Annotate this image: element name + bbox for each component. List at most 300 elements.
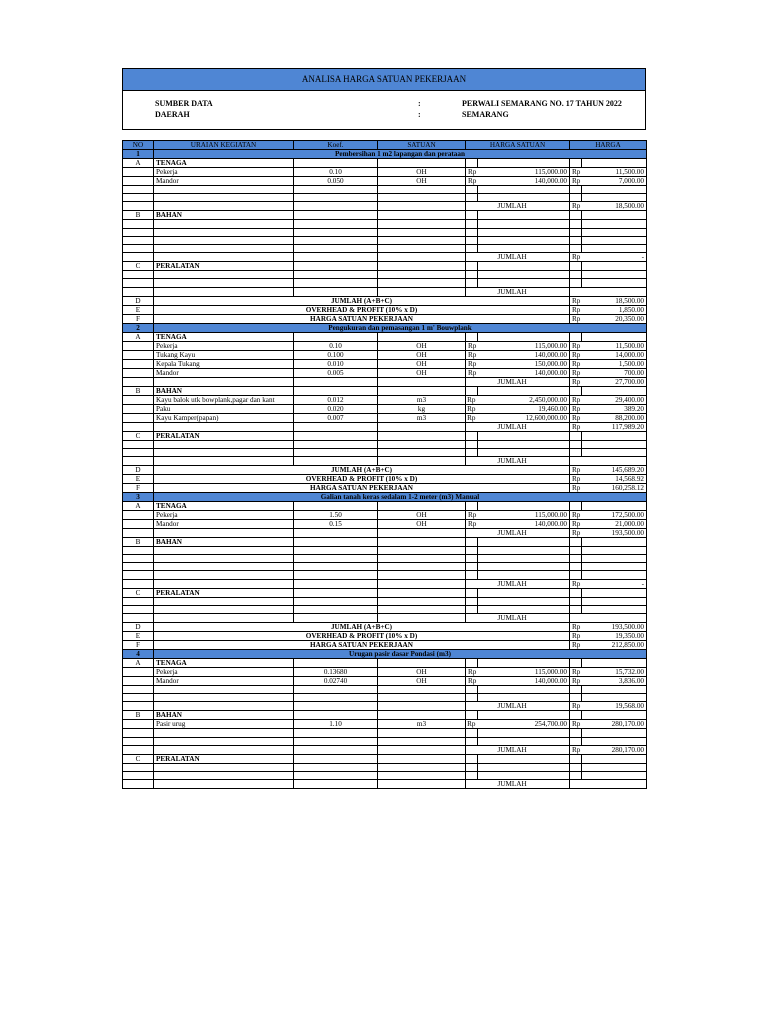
item-unit: OH	[378, 668, 466, 677]
empty-cell	[123, 413, 154, 422]
item-unit: OH	[378, 677, 466, 686]
currency-label: Rp	[570, 253, 582, 262]
empty-cell	[466, 194, 478, 202]
empty-cell	[123, 546, 154, 554]
empty-cell	[294, 279, 378, 287]
empty-cell	[466, 220, 478, 228]
empty-cell	[478, 571, 570, 579]
subtotal-label: JUMLAH	[478, 422, 570, 431]
subtotal-row	[123, 377, 647, 386]
empty-cell	[478, 737, 570, 745]
empty-cell	[466, 614, 478, 623]
summary-letter: E	[123, 632, 154, 641]
empty-cell	[378, 262, 466, 271]
empty-cell	[154, 579, 294, 588]
empty-cell	[582, 546, 647, 554]
empty-cell	[478, 686, 570, 694]
empty-cell	[378, 597, 466, 605]
empty-cell	[582, 537, 647, 546]
summary-label: OVERHEAD & PROFIT (10% x D)	[154, 305, 570, 314]
empty-cell	[378, 271, 466, 279]
empty-cell	[154, 279, 294, 287]
empty-cell	[294, 501, 378, 510]
currency-label: Rp	[570, 413, 582, 422]
empty-cell	[378, 546, 466, 554]
empty-cell	[378, 386, 466, 395]
empty-cell	[570, 555, 582, 563]
section-title: Pembersihan 1 m2 lapangan dan perataan	[154, 150, 647, 159]
empty-cell	[378, 202, 466, 211]
summary-value: 19,350.00	[582, 632, 647, 641]
empty-cell	[570, 244, 582, 252]
category-letter: B	[123, 711, 154, 720]
empty-cell	[582, 279, 647, 287]
empty-cell	[570, 588, 582, 597]
subtotal-label: JUMLAH	[478, 377, 570, 386]
empty-cell	[466, 287, 478, 296]
currency-label: Rp	[466, 668, 478, 677]
empty-cell	[378, 694, 466, 702]
empty-cell	[466, 271, 478, 279]
empty-cell	[154, 737, 294, 745]
empty-cell	[582, 555, 647, 563]
empty-cell	[478, 386, 570, 395]
empty-cell	[570, 236, 582, 244]
empty-cell	[582, 711, 647, 720]
empty-cell	[582, 220, 647, 228]
empty-cell	[123, 510, 154, 519]
empty-cell	[570, 686, 582, 694]
empty-cell	[294, 287, 378, 296]
blank-row	[123, 729, 647, 737]
empty-cell	[570, 271, 582, 279]
item-coefficient: 0.10	[294, 168, 378, 177]
summary-label: HARGA SATUAN PEKERJAAN	[154, 641, 570, 650]
item-description: Mandor	[154, 368, 294, 377]
subtotal-row	[123, 422, 647, 431]
subtotal-row	[123, 253, 647, 262]
empty-cell	[570, 386, 582, 395]
currency-label	[570, 456, 582, 465]
empty-cell	[378, 440, 466, 448]
category-row	[123, 754, 647, 763]
item-row	[123, 668, 647, 677]
empty-cell	[123, 228, 154, 236]
empty-cell	[478, 546, 570, 554]
empty-cell	[294, 202, 378, 211]
empty-cell	[294, 253, 378, 262]
empty-cell	[466, 588, 478, 597]
summary-letter: F	[123, 483, 154, 492]
currency-label: Rp	[570, 641, 582, 650]
summary-label: OVERHEAD & PROFIT (10% x D)	[154, 474, 570, 483]
empty-cell	[582, 588, 647, 597]
category-label: PERALATAN	[154, 754, 294, 763]
empty-cell	[123, 168, 154, 177]
currency-label: Rp	[466, 359, 478, 368]
item-unit-price: 140,000.00	[478, 350, 570, 359]
item-unit-price: 140,000.00	[478, 677, 570, 686]
item-coefficient: 0.13680	[294, 668, 378, 677]
empty-cell	[582, 659, 647, 668]
empty-cell	[570, 737, 582, 745]
summary-label: JUMLAH (A+B+C)	[154, 623, 570, 632]
empty-cell	[123, 571, 154, 579]
empty-cell	[123, 555, 154, 563]
empty-cell	[466, 711, 478, 720]
empty-cell	[123, 236, 154, 244]
blank-row	[123, 597, 647, 605]
item-description: Paku	[154, 404, 294, 413]
empty-cell	[378, 754, 466, 763]
summary-letter: F	[123, 641, 154, 650]
empty-cell	[123, 253, 154, 262]
empty-cell	[154, 271, 294, 279]
empty-cell	[378, 614, 466, 623]
empty-cell	[294, 745, 378, 754]
empty-cell	[582, 501, 647, 510]
item-coefficient: 1.10	[294, 720, 378, 729]
empty-cell	[294, 271, 378, 279]
blank-row	[123, 686, 647, 694]
category-letter: A	[123, 659, 154, 668]
empty-cell	[466, 448, 478, 456]
blank-row	[123, 605, 647, 613]
empty-cell	[378, 377, 466, 386]
empty-cell	[478, 332, 570, 341]
empty-cell	[570, 537, 582, 546]
empty-cell	[570, 659, 582, 668]
empty-cell	[466, 737, 478, 745]
empty-cell	[294, 588, 378, 597]
summary-row	[123, 632, 647, 641]
empty-cell	[378, 763, 466, 771]
category-letter: C	[123, 262, 154, 271]
item-unit: OH	[378, 368, 466, 377]
currency-label: Rp	[570, 702, 582, 711]
empty-cell	[378, 702, 466, 711]
empty-cell	[478, 194, 570, 202]
section-header-row	[123, 492, 647, 501]
subtotal-row	[123, 614, 647, 623]
currency-label: Rp	[466, 519, 478, 528]
currency-label: Rp	[570, 720, 582, 729]
subtotal-row	[123, 780, 647, 789]
empty-cell	[123, 745, 154, 754]
section-title: Pengukuran dan pemasangan 1 m' Bouwplank	[154, 323, 647, 332]
empty-cell	[378, 579, 466, 588]
item-row	[123, 519, 647, 528]
empty-cell	[466, 597, 478, 605]
blank-row	[123, 563, 647, 571]
empty-cell	[123, 456, 154, 465]
empty-cell	[123, 341, 154, 350]
empty-cell	[154, 220, 294, 228]
empty-cell	[294, 763, 378, 771]
empty-cell	[294, 771, 378, 779]
item-unit: OH	[378, 350, 466, 359]
item-row	[123, 720, 647, 729]
empty-cell	[478, 597, 570, 605]
currency-label: Rp	[570, 404, 582, 413]
empty-cell	[294, 211, 378, 220]
empty-cell	[570, 729, 582, 737]
empty-cell	[570, 431, 582, 440]
item-row	[123, 677, 647, 686]
empty-cell	[570, 571, 582, 579]
category-letter: C	[123, 588, 154, 597]
currency-label: Rp	[570, 579, 582, 588]
item-coefficient: 0.007	[294, 413, 378, 422]
empty-cell	[466, 262, 478, 271]
subtotal-value: 280,170.00	[582, 745, 647, 754]
empty-cell	[378, 456, 466, 465]
empty-cell	[466, 279, 478, 287]
empty-cell	[466, 546, 478, 554]
item-unit-price: 115,000.00	[478, 341, 570, 350]
empty-cell	[582, 448, 647, 456]
empty-cell	[294, 194, 378, 202]
currency-label: Rp	[466, 168, 478, 177]
empty-cell	[378, 737, 466, 745]
currency-label: Rp	[467, 720, 476, 729]
item-row	[123, 168, 647, 177]
category-row	[123, 711, 647, 720]
empty-cell	[123, 614, 154, 623]
category-label: TENAGA	[154, 332, 294, 341]
empty-cell	[570, 448, 582, 456]
subtotal-value	[582, 614, 647, 623]
page-title: ANALISA HARGA SATUAN PEKERJAAN	[122, 68, 646, 91]
empty-cell	[466, 745, 478, 754]
empty-cell	[478, 159, 570, 168]
empty-cell	[378, 253, 466, 262]
item-coefficient: 0.10	[294, 341, 378, 350]
empty-cell	[123, 440, 154, 448]
item-price: 280,170.00	[582, 720, 647, 729]
item-price: 21,000.00	[582, 519, 647, 528]
section-number: 2	[123, 323, 154, 332]
empty-cell	[570, 754, 582, 763]
blank-row	[123, 271, 647, 279]
empty-cell	[582, 431, 647, 440]
empty-cell	[570, 711, 582, 720]
blank-row	[123, 763, 647, 771]
subtotal-row	[123, 287, 647, 296]
blank-row	[123, 440, 647, 448]
empty-cell	[582, 159, 647, 168]
empty-cell	[478, 501, 570, 510]
currency-label: Rp	[570, 668, 582, 677]
empty-cell	[123, 359, 154, 368]
empty-cell	[570, 194, 582, 202]
empty-cell	[466, 332, 478, 341]
empty-cell	[378, 771, 466, 779]
empty-cell	[154, 448, 294, 456]
empty-cell	[466, 159, 478, 168]
empty-cell	[582, 262, 647, 271]
blank-row	[123, 737, 647, 745]
currency-label: Rp	[570, 296, 582, 305]
empty-cell	[154, 605, 294, 613]
empty-cell	[466, 253, 478, 262]
empty-cell	[154, 702, 294, 711]
empty-cell	[154, 614, 294, 623]
empty-cell	[478, 555, 570, 563]
summary-value: 20,350.00	[582, 314, 647, 323]
subtotal-value: 27,700.00	[582, 377, 647, 386]
empty-cell	[570, 771, 582, 779]
empty-cell	[123, 519, 154, 528]
summary-row	[123, 474, 647, 483]
empty-cell	[466, 763, 478, 771]
summary-letter: E	[123, 474, 154, 483]
empty-cell	[478, 262, 570, 271]
empty-cell	[294, 597, 378, 605]
empty-cell	[294, 711, 378, 720]
summary-value: 14,568.92	[582, 474, 647, 483]
category-label: PERALATAN	[154, 262, 294, 271]
summary-value: 18,500.00	[582, 296, 647, 305]
empty-cell	[478, 588, 570, 597]
item-price: 172,500.00	[582, 510, 647, 519]
empty-cell	[478, 220, 570, 228]
category-row	[123, 501, 647, 510]
summary-label: JUMLAH (A+B+C)	[154, 296, 570, 305]
currency-label: Rp	[570, 510, 582, 519]
empty-cell	[466, 605, 478, 613]
empty-cell	[466, 244, 478, 252]
empty-cell	[123, 177, 154, 186]
empty-cell	[123, 395, 154, 404]
currency-label: Rp	[467, 395, 476, 404]
empty-cell	[294, 546, 378, 554]
item-price: 389.20	[582, 404, 647, 413]
empty-cell	[570, 279, 582, 287]
item-description: Tukang Kayu	[154, 350, 294, 359]
empty-cell	[570, 501, 582, 510]
section-header-row	[123, 650, 647, 659]
currency-label: Rp	[570, 519, 582, 528]
blank-row	[123, 220, 647, 228]
currency-label: Rp	[570, 745, 582, 754]
category-label: BAHAN	[154, 711, 294, 720]
empty-cell	[378, 236, 466, 244]
summary-label: HARGA SATUAN PEKERJAAN	[154, 314, 570, 323]
item-unit-price: 115,000.00	[478, 510, 570, 519]
item-unit-price: 115,000.00	[478, 668, 570, 677]
summary-letter: F	[123, 314, 154, 323]
empty-cell	[123, 186, 154, 194]
item-price: 11,500.00	[582, 341, 647, 350]
currency-label: Rp	[570, 168, 582, 177]
source-label: SUMBER DATA	[155, 99, 213, 108]
empty-cell	[478, 448, 570, 456]
source-value: PERWALI SEMARANG NO. 17 TAHUN 2022	[462, 99, 622, 108]
currency-label: Rp	[570, 483, 582, 492]
empty-cell	[154, 253, 294, 262]
summary-label: OVERHEAD & PROFIT (10% x D)	[154, 632, 570, 641]
empty-cell	[582, 236, 647, 244]
header-description: URAIAN KEGIATAN	[154, 141, 294, 150]
empty-cell	[570, 440, 582, 448]
currency-label: Rp	[570, 314, 582, 323]
category-letter: B	[123, 386, 154, 395]
empty-cell	[378, 571, 466, 579]
subtotal-label: JUMLAH	[478, 579, 570, 588]
item-unit-price: 12,600,000.00	[478, 413, 570, 422]
blank-row	[123, 228, 647, 236]
empty-cell	[478, 431, 570, 440]
item-row	[123, 350, 647, 359]
item-price: 7,000.00	[582, 177, 647, 186]
currency-label: Rp	[570, 422, 582, 431]
currency-label: Rp	[570, 632, 582, 641]
item-unit: OH	[378, 168, 466, 177]
empty-cell	[570, 228, 582, 236]
summary-value: 1,850.00	[582, 305, 647, 314]
category-label: TENAGA	[154, 159, 294, 168]
empty-cell	[378, 287, 466, 296]
empty-cell	[478, 537, 570, 546]
currency-label: Rp	[570, 465, 582, 474]
summary-row	[123, 296, 647, 305]
blank-row	[123, 194, 647, 202]
summary-value: 193,500.00	[582, 623, 647, 632]
category-row	[123, 262, 647, 271]
empty-cell	[154, 287, 294, 296]
empty-cell	[466, 563, 478, 571]
empty-cell	[582, 694, 647, 702]
empty-cell	[466, 729, 478, 737]
empty-cell	[123, 279, 154, 287]
item-row	[123, 359, 647, 368]
empty-cell	[154, 745, 294, 754]
empty-cell	[582, 194, 647, 202]
summary-row	[123, 483, 647, 492]
summary-letter: E	[123, 305, 154, 314]
blank-row	[123, 771, 647, 779]
empty-cell	[378, 659, 466, 668]
empty-cell	[123, 377, 154, 386]
empty-cell	[478, 279, 570, 287]
item-coefficient: 0.012	[294, 395, 378, 404]
item-row	[123, 177, 647, 186]
empty-cell	[478, 754, 570, 763]
empty-cell	[570, 597, 582, 605]
empty-cell	[478, 211, 570, 220]
empty-cell	[154, 563, 294, 571]
empty-cell	[378, 555, 466, 563]
empty-cell	[466, 431, 478, 440]
empty-cell	[294, 571, 378, 579]
empty-cell	[294, 694, 378, 702]
empty-cell	[582, 597, 647, 605]
header-unit-price: HARGA SATUAN	[466, 141, 570, 150]
section-header-row	[123, 323, 647, 332]
item-coefficient: 0.005	[294, 368, 378, 377]
empty-cell	[123, 720, 154, 729]
worksheet	[122, 68, 646, 789]
empty-cell	[123, 729, 154, 737]
empty-cell	[378, 431, 466, 440]
header-coefficient: Koef.	[294, 141, 378, 150]
empty-cell	[294, 737, 378, 745]
item-price: 3,836.00	[582, 677, 647, 686]
empty-cell	[582, 737, 647, 745]
summary-row	[123, 641, 647, 650]
currency-label: Rp	[570, 623, 582, 632]
